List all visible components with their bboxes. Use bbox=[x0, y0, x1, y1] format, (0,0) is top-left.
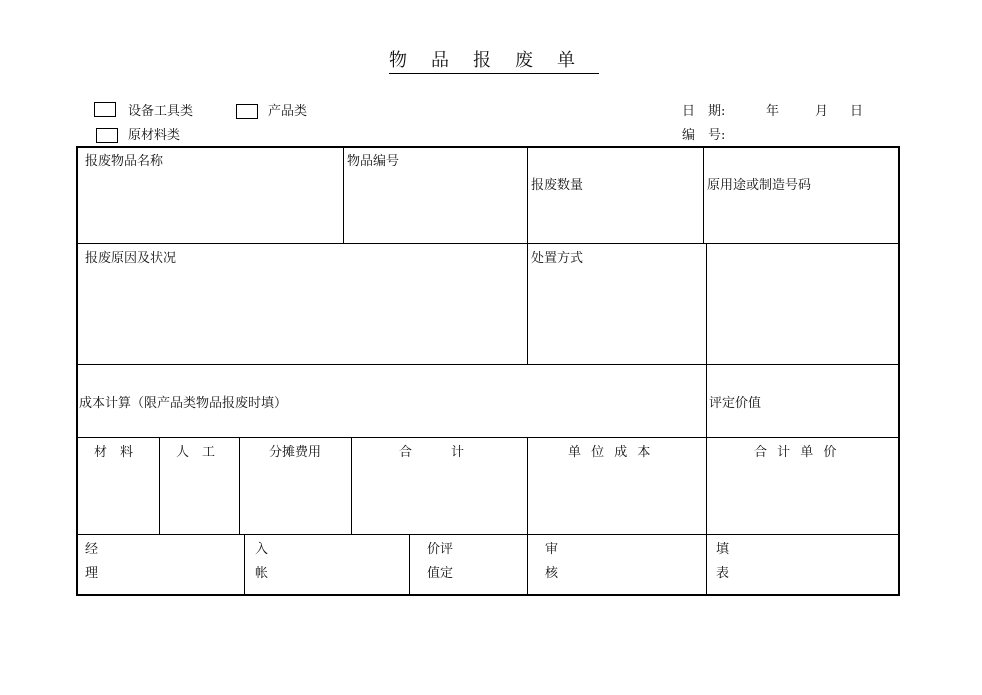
item-number-label: 物品编号 bbox=[347, 154, 400, 169]
filler-label: 表 bbox=[716, 566, 730, 581]
divider bbox=[706, 437, 707, 534]
quantity-label: 报废数量 bbox=[531, 178, 584, 193]
category-label: 设备工具类 bbox=[128, 104, 194, 119]
category-label: 产品类 bbox=[268, 104, 308, 119]
divider bbox=[159, 437, 160, 534]
year-label: 年 bbox=[766, 104, 780, 119]
checkbox-equipment[interactable] bbox=[94, 102, 116, 117]
cost-calc-label: 成本计算（限产品类物品报废时填） bbox=[79, 396, 288, 411]
day-label: 日 bbox=[850, 104, 864, 119]
unit-cost-label: 单 位 成 本 bbox=[568, 445, 654, 460]
divider bbox=[76, 243, 899, 244]
divider bbox=[76, 437, 899, 438]
form-table bbox=[76, 146, 900, 596]
review-label: 审 bbox=[545, 542, 559, 557]
valuation-label: 评定价值 bbox=[709, 396, 762, 411]
divider bbox=[706, 243, 707, 364]
divider bbox=[706, 534, 707, 594]
disposal-label: 处置方式 bbox=[531, 251, 584, 266]
divider bbox=[76, 534, 899, 535]
number-label: 编 号: bbox=[682, 128, 726, 143]
checkbox-product[interactable] bbox=[236, 104, 258, 119]
divider bbox=[527, 146, 528, 243]
appraisal-label: 价评 bbox=[427, 542, 454, 557]
divider bbox=[409, 534, 410, 594]
usage-label: 原用途或制造号码 bbox=[707, 178, 812, 193]
divider bbox=[343, 146, 344, 243]
allocated-cost-label: 分摊费用 bbox=[269, 445, 322, 460]
manager-label: 经 bbox=[85, 542, 99, 557]
review-label: 核 bbox=[545, 566, 559, 581]
divider bbox=[706, 364, 707, 437]
filler-label: 填 bbox=[716, 542, 730, 557]
month-label: 月 bbox=[815, 104, 829, 119]
labor-label: 人 工 bbox=[176, 445, 216, 460]
material-label: 材 料 bbox=[94, 445, 134, 460]
item-name-label: 报废物品名称 bbox=[85, 154, 164, 169]
divider bbox=[527, 243, 528, 364]
checkbox-raw-material[interactable] bbox=[96, 128, 118, 143]
divider bbox=[703, 146, 704, 243]
category-label: 原材料类 bbox=[128, 128, 181, 143]
divider bbox=[351, 437, 352, 534]
form-title: 物品报废单 bbox=[389, 50, 599, 74]
divider bbox=[527, 534, 528, 594]
divider bbox=[244, 534, 245, 594]
posting-label: 帐 bbox=[255, 566, 269, 581]
date-label: 日 期: bbox=[682, 104, 726, 119]
total-label: 合 计 bbox=[399, 445, 465, 460]
divider bbox=[76, 364, 899, 365]
manager-label: 理 bbox=[85, 566, 99, 581]
posting-label: 入 bbox=[255, 542, 269, 557]
appraisal-label: 值定 bbox=[427, 566, 454, 581]
divider bbox=[239, 437, 240, 534]
total-unit-price-label: 合 计 单 价 bbox=[754, 445, 840, 460]
divider bbox=[527, 437, 528, 534]
reason-label: 报废原因及状况 bbox=[85, 251, 177, 266]
